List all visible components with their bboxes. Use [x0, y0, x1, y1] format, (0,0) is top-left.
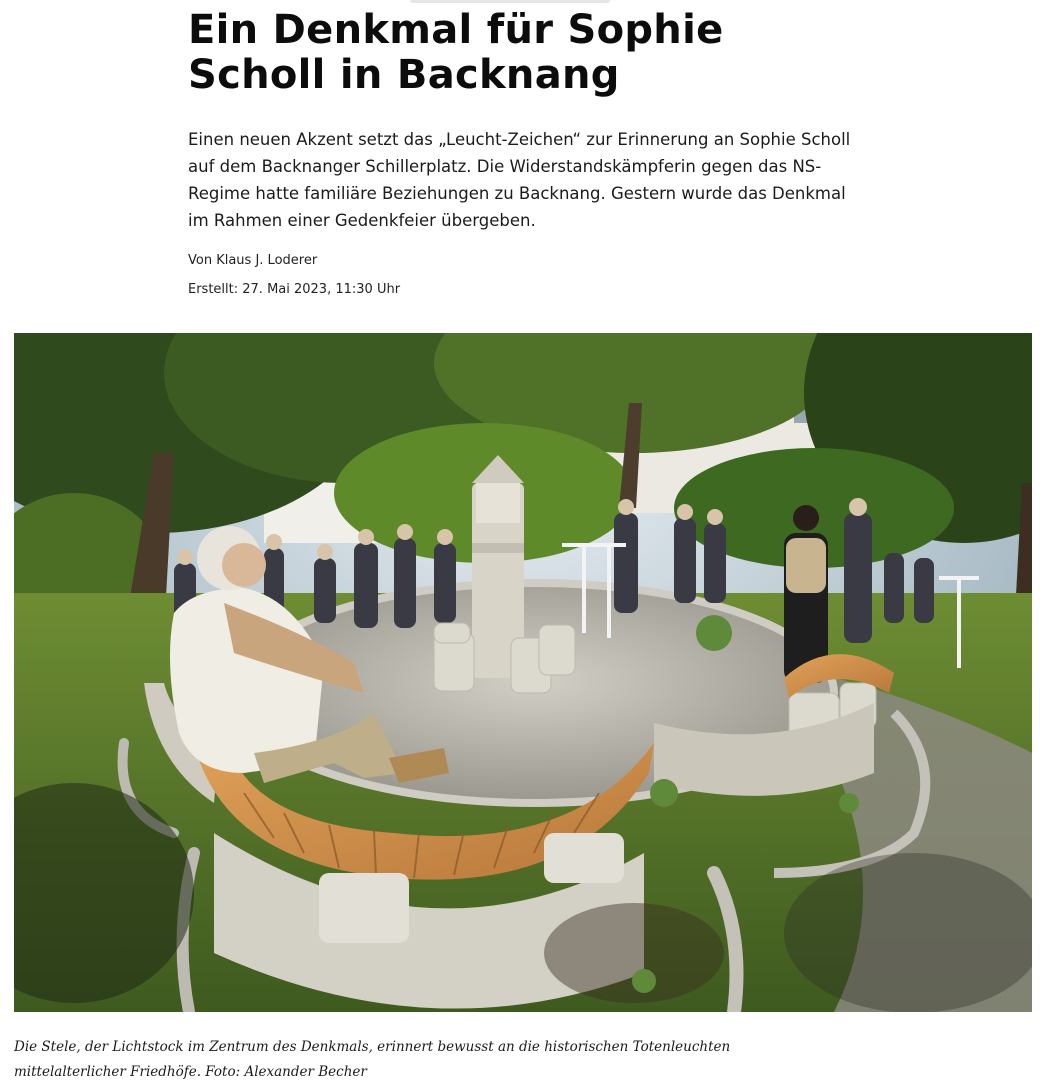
top-fade-bar [410, 0, 610, 3]
photo-caption: Die Stele, der Lichtstock im Zentrum des Denkmals, erinnert bewusst an die historischen Totenleuchten mittelalterlicher Friedhöfe. Foto: Alexander Becher [14, 1038, 731, 1080]
article-lead: Einen neuen Akzent setzt das „Leucht-Zeichen“ zur Erinnerung an Sophie Scholl auf dem Backnanger Schillerplatz. Die Widerstandskämpferin gegen das NS-Regime hatte familiäre Beziehungen zu Backnang. Gestern wurde das Denkmal im Rahmen einer Gedenkfeier übergeben. [188, 130, 851, 230]
article-byline: Von Klaus J. Loderer [188, 253, 318, 268]
article-created-date: Erstellt: 27. Mai 2023, 11:30 Uhr [188, 282, 401, 297]
article-header [188, 8, 858, 299]
article-photo[interactable] [14, 333, 1032, 1012]
photo-illustration [14, 333, 1032, 1012]
article-headline: Ein Denkmal für Sophie Scholl in Backnang [188, 7, 724, 98]
